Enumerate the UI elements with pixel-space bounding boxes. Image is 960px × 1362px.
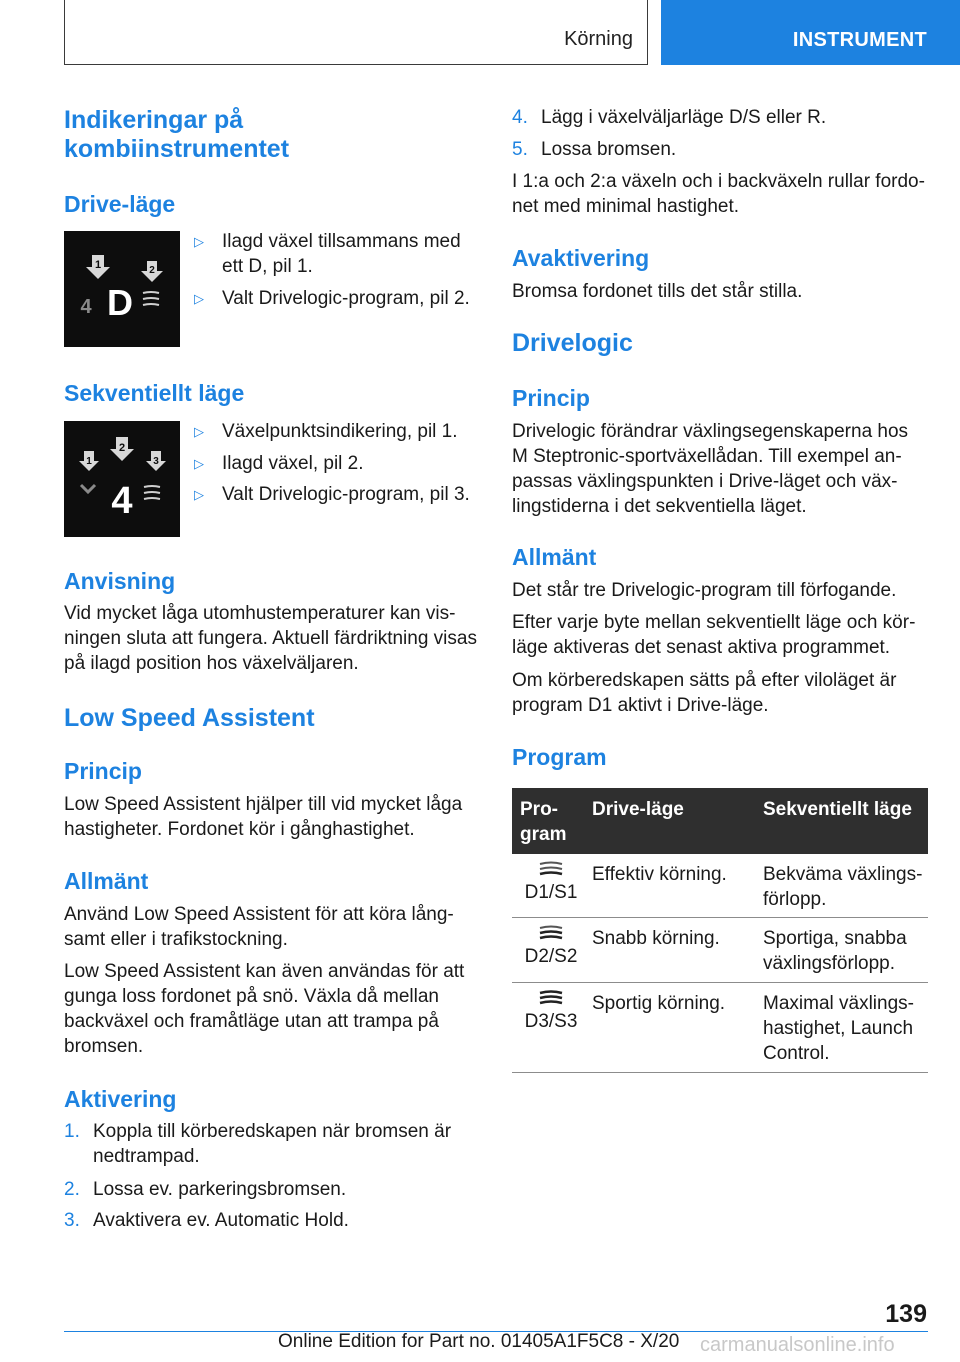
program-cell: D1/S1 — [519, 860, 583, 905]
table-row — [512, 983, 928, 1073]
triangle-bullet-icon: ▷ — [194, 456, 204, 471]
lsa-general-text: Low Speed Assistent kan även användas för att gunga loss fordonet på snö. Växla då mellan backväxel och framåtläge utan att trampa på bromsen. — [64, 961, 465, 1057]
section-title: Indikeringar på kombiinstrumentet — [64, 106, 290, 163]
triangle-bullet-icon: ▷ — [194, 291, 204, 306]
activation-step: 5. Lossa bromsen. — [512, 139, 677, 160]
drive-cell: Snabb körning. — [592, 928, 720, 949]
drivelogic-principle-text: Drivelogic förändrar växlingsegenskaperna hos M Steptronic-sportväxellådan. Till exempel an-passas växlingspunkten i Drive-läget och väx-lingstiderna i det sekventiella läget. — [512, 421, 909, 517]
table-row — [512, 918, 928, 983]
note-text: Vid mycket låga utomhustemperaturer kan vis-ningen sluta att fungera. Aktuell färdriktning visas på ilagd position hos växelväljaren. — [64, 603, 477, 674]
activation-step: 1. Koppla till körberedskapen när bromsen är nedtrampad. — [64, 1121, 452, 1167]
lsa-principle-heading: Princip — [64, 758, 142, 784]
drive-mode-figure — [64, 231, 180, 347]
drivelogic-heading: Drivelogic — [512, 329, 633, 357]
sequential-cell: Bekväma växlings-förlopp. — [763, 864, 923, 910]
drive-cell: Effektiv körning. — [592, 864, 727, 885]
drivelogic-general-heading: Allmänt — [512, 544, 597, 570]
deactivation-heading: Avaktivering — [512, 245, 650, 271]
drive-bullet: ▷ Ilagd växel tillsammans med ett D, pil 1. — [194, 231, 461, 277]
drivelogic-general-text: Om körberedskapen sätts på efter viloläget är program D1 aktivt i Drive-läge. — [512, 670, 897, 716]
activation-step: 3. Avaktivera ev. Automatic Hold. — [64, 1210, 349, 1231]
drivelogic-1-icon — [538, 860, 564, 876]
table-header-cell: Pro-gram — [520, 799, 567, 845]
fig1-program-icon — [143, 292, 159, 305]
drivelogic-general-text: Efter varje byte mellan sekventiellt läge och kör-läge aktiveras det senast aktiva programmet. — [512, 612, 916, 658]
drivelogic-2-icon — [538, 924, 564, 940]
footer-edition: Online Edition for Part no. 01405A1F5C8 - X/20 — [278, 1331, 680, 1352]
rolling-note: I 1:a och 2:a växeln och i backväxeln rullar fordo-net med minimal hastighet. — [512, 171, 925, 217]
lsa-heading: Low Speed Assistent — [64, 704, 315, 732]
fig2-arrow2-label: 2 — [118, 442, 126, 454]
fig2-program-icon — [144, 486, 160, 499]
lsa-general-text: Använd Low Speed Assistent för att köra lång-samt eller i trafikstockning. — [64, 904, 454, 950]
drive-bullet: ▷ Valt Drivelogic-program, pil 2. — [194, 288, 470, 309]
sequential-cell: Sportiga, snabba växlingsförlopp. — [763, 928, 907, 974]
table-header-cell: Sekventiellt läge — [763, 799, 912, 820]
table-row — [512, 854, 928, 918]
header-section-label: Körning — [564, 28, 633, 50]
note-heading: Anvisning — [64, 568, 176, 594]
lsa-general-heading: Allmänt — [64, 868, 149, 894]
header-chapter-tab — [661, 0, 960, 65]
triangle-bullet-icon: ▷ — [194, 234, 204, 249]
table-header — [512, 788, 928, 854]
fig1-arrow1-label: 1 — [94, 259, 102, 271]
activation-heading: Aktivering — [64, 1086, 177, 1112]
drive-mode-heading: Drive-läge — [64, 191, 176, 217]
drivelogic-principle-heading: Princip — [512, 385, 590, 411]
fig1-gear: D — [107, 282, 133, 323]
fig1-small-gear: 4 — [80, 296, 92, 318]
deactivation-text: Bromsa fordonet tills det står stilla. — [512, 281, 803, 302]
triangle-bullet-icon: ▷ — [194, 424, 204, 439]
sequential-cell: Maximal växlings-hastighet, Launch Control. — [763, 993, 914, 1064]
lsa-principle-text: Low Speed Assistent hjälper till vid mycket låga hastigheter. Fordonet kör i gånghastighet. — [64, 794, 463, 840]
fig2-arrow3-label: 3 — [153, 456, 159, 467]
sequential-bullet: ▷ Ilagd växel, pil 2. — [194, 453, 364, 474]
fig1-arrow2-label: 2 — [149, 265, 155, 276]
sequential-bullet: ▷ Valt Drivelogic-program, pil 3. — [194, 484, 470, 505]
sequential-mode-heading: Sekventiellt läge — [64, 380, 245, 406]
program-heading: Program — [512, 744, 607, 770]
header-section-box — [64, 0, 648, 65]
watermark: carmanualsonline.info — [700, 1334, 895, 1356]
sequential-bullet: ▷ Växelpunktsindikering, pil 1. — [194, 421, 458, 442]
drive-cell: Sportig körning. — [592, 993, 726, 1014]
page-number: 139 — [885, 1300, 927, 1328]
program-table — [512, 788, 928, 1073]
sequential-mode-figure — [64, 421, 180, 537]
triangle-bullet-icon: ▷ — [194, 487, 204, 502]
header-chapter-label: INSTRUMENT — [792, 29, 927, 51]
program-cell: D2/S2 — [519, 924, 583, 969]
fig2-arrow1-label: 1 — [86, 456, 92, 467]
drivelogic-general-text: Det står tre Drivelogic-program till förfogande. — [512, 580, 897, 601]
drivelogic-3-icon — [538, 989, 564, 1005]
activation-step: 2. Lossa ev. parkeringsbromsen. — [64, 1179, 347, 1200]
activation-step: 4. Lägg i växelväljarläge D/S eller R. — [512, 107, 827, 128]
program-cell: D3/S3 — [519, 989, 583, 1034]
fig2-gear: 4 — [111, 480, 133, 522]
table-header-cell: Drive-läge — [592, 799, 684, 820]
